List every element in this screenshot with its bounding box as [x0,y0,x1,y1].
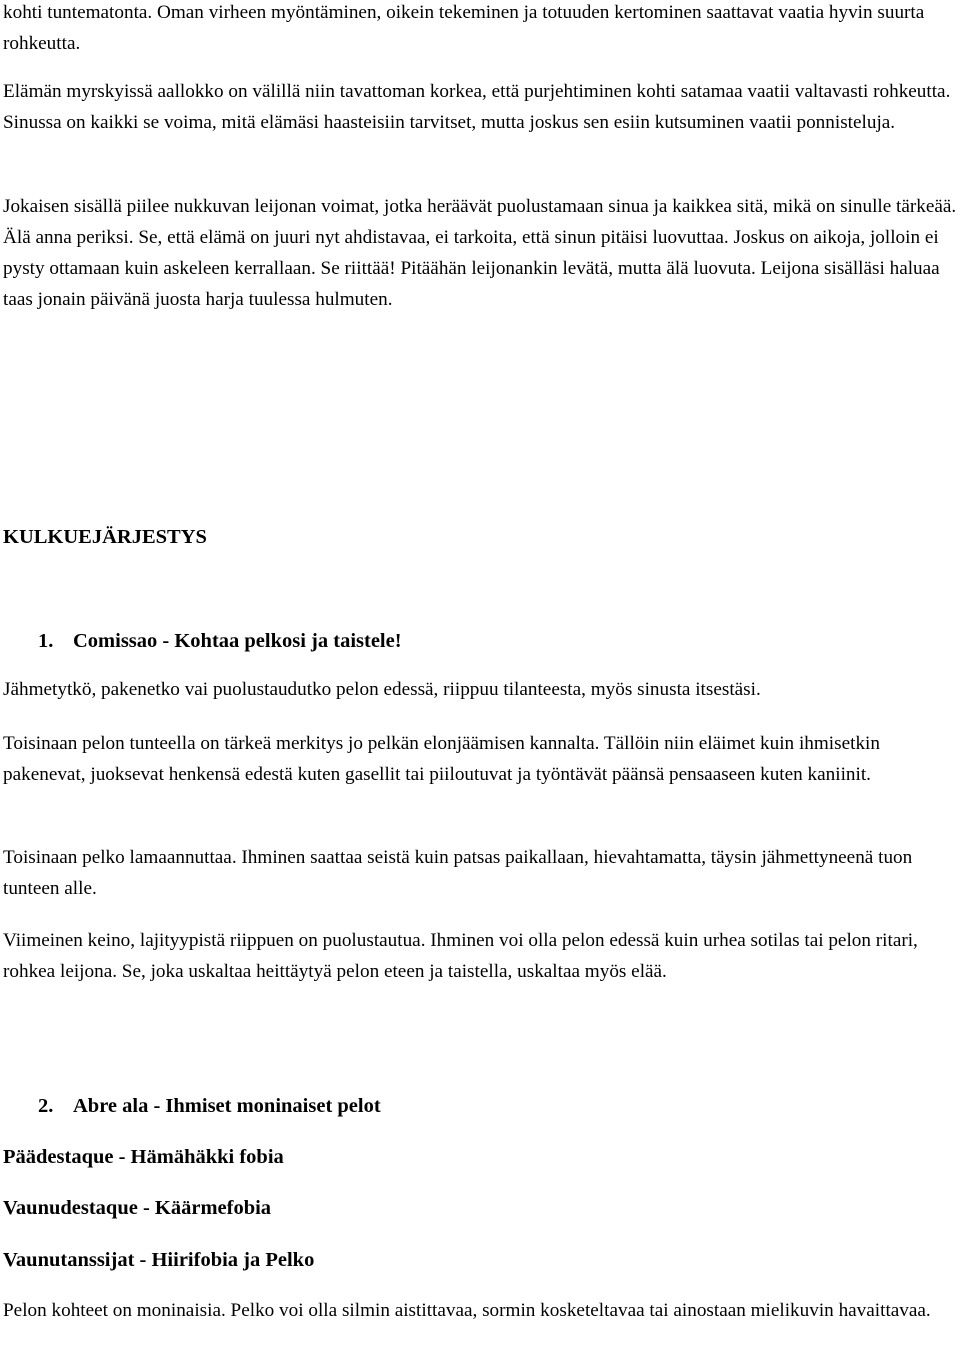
item1-title: Comissao - Kohtaa pelkosi ja taistele! [73,630,402,652]
item2-subheading-1: Päädestaque - Hämähäkki fobia [3,1146,284,1168]
item2-subheading-3: Vaunutanssijat - Hiirifobia ja Pelko [3,1249,315,1271]
item1-number: 1. [38,630,54,652]
item2-subheading-2: Vaunudestaque - Käärmefobia [3,1197,272,1219]
item1-paragraph-2: Toisinaan pelon tunteella on tärkeä merkitys jo pelkän elonjäämisen kannalta. Tällöin niin eläimet kuin ihmisetkin pakenevat, juoksevat henkensä edestä kuten gasellit tai piiloutuvat ja työntävät päänsä pensaaseen kuten kaniinit. [3,733,880,785]
storm-paragraph: Elämän myrskyissä aallokko on välillä niin tavattoman korkea, että purjehtiminen kohti satamaa vaatii valtavasti rohkeutta. Sinussa on kaikki se voima, mitä elämäsi haasteisiin tarvitset, mutta joskus sen esiin kutsuminen vaatii ponnisteluja. [3,81,951,133]
item1-heading [38,626,402,656]
intro-paragraph-continued: kohti tuntematonta. Oman virheen myöntäminen, oikein tekeminen ja totuuden kertominen saattavat vaatia hyvin suurta rohkeutta. [3,2,925,54]
item2-paragraph: Pelon kohteet on moninaisia. Pelko voi olla silmin aistittavaa, sormin kosketeltavaa tai ainostaan mielikuvin havaittavaa. [3,1300,931,1321]
item2-title: Abre ala - Ihmiset moninaiset pelot [73,1095,381,1117]
lion-paragraph: Jokaisen sisällä piilee nukkuvan leijonan voimat, jotka heräävät puolustamaan sinua ja kaikkea sitä, mikä on sinulle tärkeää. Älä anna periksi. Se, että elämä on juuri nyt ahdistavaa, ei tarkoita, että sinun pitäisi luovuttaa. Joskus on aikoja, jolloin ei pysty ottamaan kuin askeleen kerrallaan. Se riittää! Pitäähän leijonankin levätä, mutta älä luovuta. Leijona sisälläsi haluaa taas jonain päivänä juosta harja tuulessa hulmuten. [3,196,957,310]
item1-paragraph-3: Toisinaan pelko lamaannuttaa. Ihminen saattaa seistä kuin patsas paikallaan, hievahtamatta, täysin jähmettyneenä tuon tunteen alle. [3,847,913,899]
item1-paragraph-1: Jähmetytkö, pakenetko vai puolustaudutko pelon edessä, riippuu tilanteesta, myös sinusta itsestäsi. [3,679,761,700]
item2-heading [38,1091,381,1121]
item2-number: 2. [38,1095,54,1117]
section-title: KULKUEJÄRJESTYS [3,526,207,548]
item1-paragraph-4: Viimeinen keino, lajityypistä riippuen on puolustautua. Ihminen voi olla pelon edessä kuin urhea sotilas tai pelon ritari, rohkea leijona. Se, joka uskaltaa heittäytyä pelon eteen ja taistella, uskaltaa myös elää. [3,930,918,982]
